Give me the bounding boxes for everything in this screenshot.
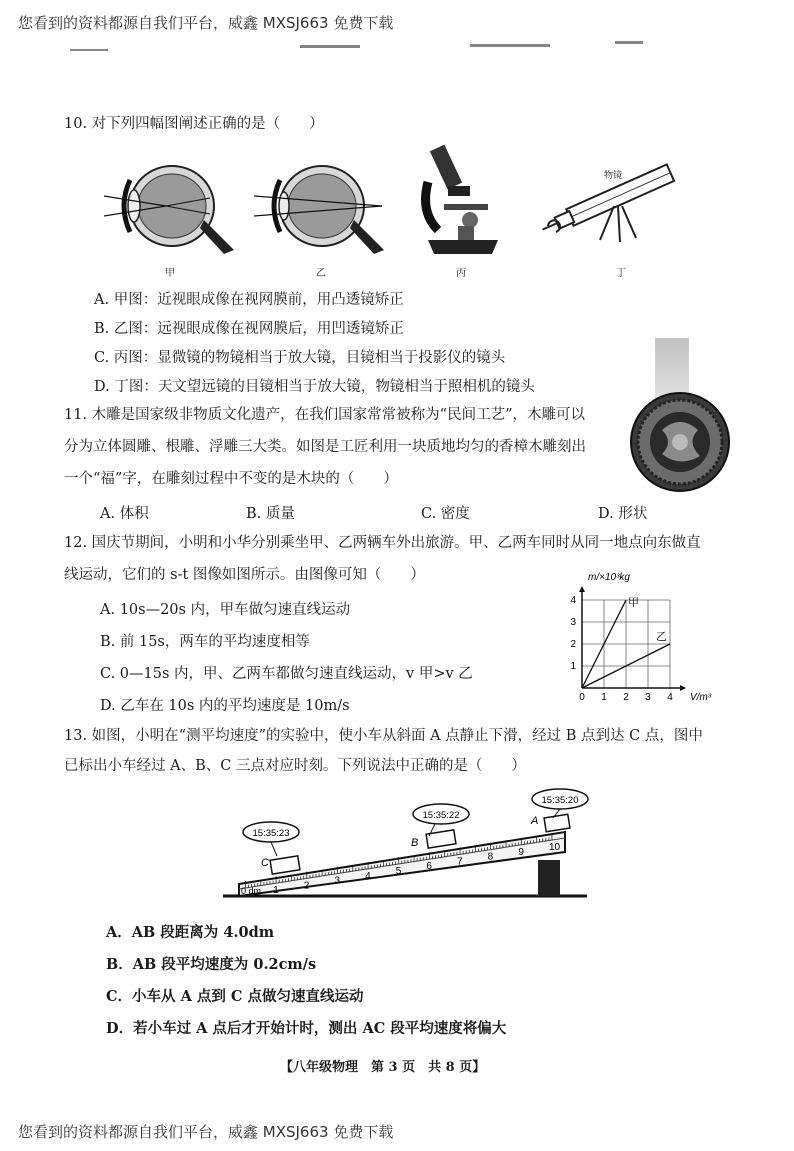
eye-figure-yi [254,158,404,258]
scan-mark [615,41,643,44]
q10-option-a: A. 甲图：近视眼成像在视网膜前，用凸透镜矫正 [94,292,404,308]
ruler-number: 7 [457,856,463,868]
watermark-top: 您看到的资料都源自我们平台，威鑫 MXSJ663 免费下载 [18,14,394,32]
ruler-number: 1 [273,885,279,897]
chart-x-tick-label: 0 [579,692,585,703]
q11-option-d: D. 形状 [598,506,648,522]
chart-x-axis-label: V/m³ [690,692,712,703]
q11-line-2: 分为立体圆雕、根雕、浮雕三大类。如图是工匠利用一块质地均匀的香樟木雕刻出 [64,439,586,455]
chart-y-tick-label: 4 [570,595,576,606]
chart-x-tick-label: 1 [601,692,607,703]
q13-option-c: C．小车从 A 点到 C 点做匀速直线运动 [106,988,364,1005]
q12-line-2: 线运动，它们的 s-t 图像如图所示。由图像可知（ ） [64,567,425,583]
ruler-number: 10 [548,842,561,854]
scan-mark [300,45,360,48]
ruler-number: 2 [303,880,310,892]
page-footer: 【八年级物理 第 3 页 共 8 页】 [280,1060,486,1075]
wood-carving-figure [628,390,732,494]
watermark-bottom: 您看到的资料都源自我们平台，威鑫 MXSJ663 免费下载 [18,1123,394,1141]
incline-experiment-figure [215,788,595,908]
chart-y-axis-label: m/×10³kg [588,572,630,583]
q11-line-1: 11. 木雕是国家级非物质文化遗产，在我们国家常常被称为“民间工艺”，木雕可以 [64,407,585,423]
q12-option-d: D. 乙车在 10s 内的平均速度是 10m/s [100,698,350,714]
q10-option-c: C. 丙图：显微镜的物镜相当于放大镜，目镜相当于投影仪的镜头 [94,350,506,366]
q13-option-a: A．AB 段距离为 4.0dm [106,924,275,941]
ruler-number: 5 [395,866,402,878]
cart-at-c [270,856,300,874]
timer-c-text: 15:35:23 [252,828,290,839]
q12-option-c: C. 0—15s 内，甲、乙两车都做匀速直线运动，v 甲>v 乙 [100,666,473,682]
point-b-label: B [411,837,419,849]
microscope-figure [418,142,508,260]
q10-option-d: D. 丁图：天文望远镜的目镜相当于放大镜，物镜相当于照相机的镜头 [94,379,535,395]
q11-option-a: A. 体积 [100,506,149,522]
caption-yi: 乙 [316,268,326,279]
chart-series-label-2: 乙 [656,631,667,643]
ruler-number: 9 [518,846,524,858]
q13-line-2: 已标出小车经过 A、B、C 三点对应时刻。下列说法中正确的是（ ） [64,758,526,774]
ruler-number: 3 [334,875,341,887]
q13-option-d: D．若小车过 A 点后才开始计时，测出 AC 段平均速度将偏大 [106,1020,507,1037]
chart-x-tick-label: 3 [645,692,651,703]
q10-stem: 10. 对下列四幅图阐述正确的是（ ） [64,116,324,132]
chart-x-tick-label: 4 [667,692,673,703]
cart-at-a [544,814,570,832]
eye-figure-jia [104,158,254,258]
timer-c [243,822,299,856]
q13-option-b: B．AB 段平均速度为 0.2cm/s [106,956,317,973]
ruler-number: 6 [426,861,432,873]
ruler-number: 8 [487,851,494,863]
scan-mark [470,44,550,47]
support-block [538,860,560,896]
telescope-objective-label: 物镜 [604,170,623,180]
q12-option-a: A. 10s—20s 内，甲车做匀速直线运动 [100,602,351,618]
ruler-unit-label: 0 dm [241,886,262,896]
chart-ticks [570,595,673,703]
caption-ding: 丁 [616,268,626,279]
q13-line-1: 13. 如图，小明在“测平均速度”的实验中，使小车从斜面 A 点静止下滑，经过 B 点到达 C 点，图中 [64,728,703,744]
chart-x-arrow [680,685,686,691]
timer-b-text: 15:35:22 [422,810,460,821]
chart-grid [582,600,670,688]
point-a-label: A [531,815,539,827]
timer-a [532,789,588,818]
chart-y-arrow [579,586,585,592]
point-c-label: C [261,857,269,869]
timer-a-text: 15:35:20 [541,795,579,806]
chart-y-tick-label: 2 [570,639,576,650]
q11-option-c: C. 密度 [421,506,470,522]
chart-series-label-1: 甲 [628,597,639,609]
q12-option-b: B. 前 15s，两车的平均速度相等 [100,634,310,650]
q11-line-3: 一个“福”字，在雕刻过程中不变的是木块的（ ） [64,471,398,487]
mass-volume-chart [560,566,740,706]
chart-x-tick-label: 2 [623,692,629,703]
caption-bing: 丙 [456,268,466,279]
ruler-number: 4 [365,870,371,882]
chart-y-tick-label: 3 [570,617,576,628]
q12-line-1: 12. 国庆节期间，小明和小华分别乘坐甲、乙两辆车外出旅游。甲、乙两车同时从同一地点向东做直 [64,535,701,551]
q11-option-b: B. 质量 [246,506,295,522]
caption-jia: 甲 [165,268,175,279]
scan-mark [70,49,108,51]
chart-y-tick-label: 1 [570,661,576,672]
q10-option-b: B. 乙图：远视眼成像在视网膜后，用凹透镜矫正 [94,321,404,337]
